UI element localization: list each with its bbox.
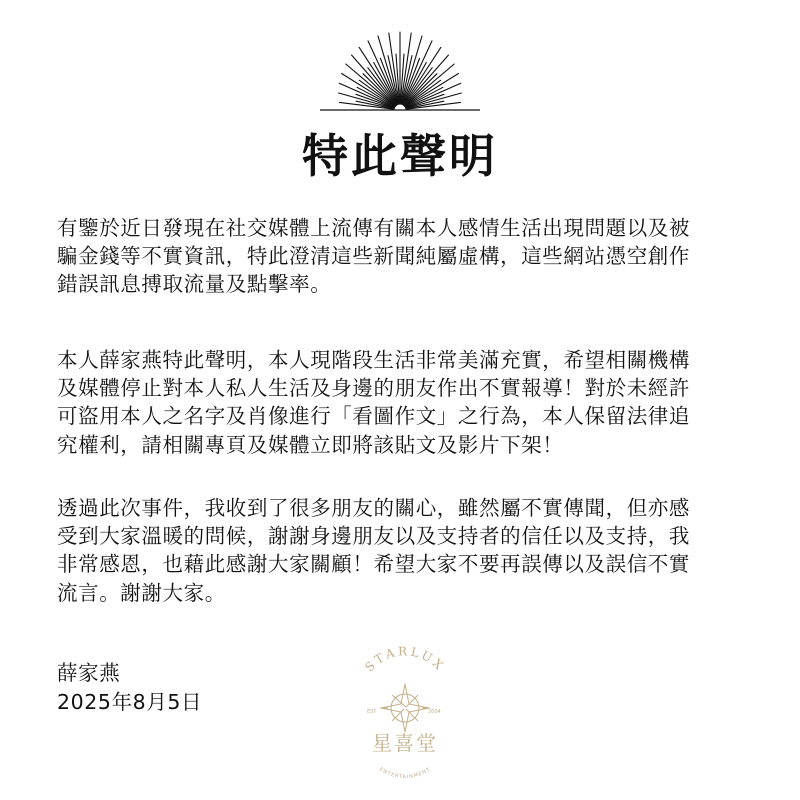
text-line: 本人薛家燕特此聲明，本人現階段生活非常美滿充實，希望相關機構	[57, 348, 690, 372]
page-title: 特此聲明	[302, 129, 498, 183]
paragraph-clarification	[57, 214, 757, 299]
text-line: 透過此次事件，我收到了很多朋友的關心，雖然屬不實傳聞，但亦感	[57, 496, 690, 520]
logo-bottom-text: ENTERTAINMENT	[378, 766, 432, 780]
logo-arc-text: STARLUX	[362, 644, 448, 675]
paragraph-thanks	[57, 494, 757, 607]
text-line: 流言。謝謝大家。	[57, 580, 226, 605]
text-line: 有鑒於近日發現在社交媒體上流傳有關本人感情生活出現問題以及被	[57, 216, 690, 240]
text-line: 受到大家溫暖的問候，謝謝身邊朋友以及支持者的信任以及支持，我	[57, 524, 690, 549]
text-line: 錯誤訊息搏取流量及點擊率。	[57, 272, 332, 297]
text-line: 騙金錢等不實資訊，特此澄清這些新聞純屬虛構，這些網站憑空創作	[57, 244, 690, 269]
paragraph-declaration	[57, 346, 757, 459]
text-line: 可盜用本人之名字及肖像進行「看圖作文」之行為，本人保留法律追	[57, 404, 690, 429]
starlux-logo	[340, 640, 470, 780]
statement-date: 2025年8月5日	[57, 690, 203, 714]
signer-name: 薛家燕	[57, 661, 121, 685]
logo-year: 2004	[428, 709, 441, 715]
logo-chinese-name: 星喜堂	[372, 731, 438, 755]
sunburst-ornament	[318, 30, 482, 114]
text-line: 及媒體停止對本人私人生活及身邊的朋友作出不實報導！對於未經許	[57, 376, 690, 401]
text-line: 究權利，請相關專頁及媒體立即將該貼文及影片下架！	[57, 432, 564, 457]
text-line: 非常感恩，也藉此感謝大家關顧！希望大家不要再誤傳以及誤信不實	[57, 552, 690, 577]
compass-star-icon	[380, 684, 430, 732]
logo-est-label: EST	[367, 709, 377, 715]
